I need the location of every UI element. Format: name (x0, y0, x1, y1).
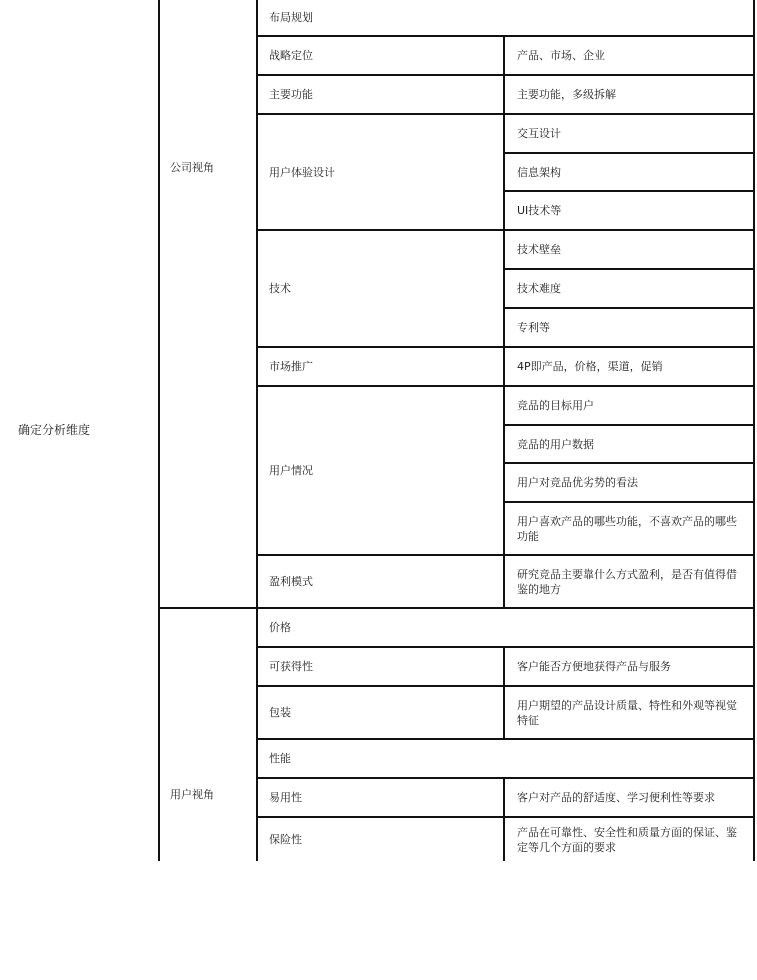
detail-cell (505, 37, 753, 74)
item-label: 用户体验设计 (269, 165, 335, 179)
detail-cell (505, 154, 753, 190)
detail-cell (505, 192, 753, 229)
detail-cell (505, 648, 753, 685)
item-cell (258, 779, 503, 816)
detail-text: 产品在可靠性、安全性和质量方面的保证、鉴定等几个方面的要求 (517, 825, 737, 854)
dimension-title-cell (0, 0, 158, 861)
item-label: 用户情况 (269, 464, 313, 477)
detail-cell (505, 76, 753, 113)
item-cell (258, 0, 753, 35)
item-cell (258, 37, 503, 74)
user-view-label: 用户视角 (170, 788, 214, 801)
detail-cell (505, 779, 753, 816)
detail-text: 主要功能，多级拆解 (517, 88, 616, 101)
item-label: 易用性 (269, 791, 302, 804)
detail-text: 交互设计 (517, 127, 561, 140)
detail-cell (505, 426, 753, 462)
user-view-cell (160, 609, 256, 980)
detail-cell (505, 348, 753, 385)
company-view-cell (160, 0, 256, 334)
item-label: 盈利模式 (269, 575, 313, 588)
company-view-label: 公司视角 (170, 160, 214, 174)
detail-text: 用户对竞品优劣势的看法 (517, 476, 638, 489)
item-cell (258, 76, 503, 113)
detail-text: 竞品的目标用户 (517, 399, 594, 412)
item-cell (258, 556, 503, 607)
detail-text: 4P即产品，价格，渠道，促销 (517, 360, 663, 373)
item-cell (258, 818, 503, 861)
item-cell (258, 687, 503, 738)
detail-cell (505, 556, 753, 607)
detail-text: 用户喜欢产品的哪些功能，不喜欢产品的哪些功能 (517, 514, 737, 543)
item-label: 可获得性 (269, 660, 313, 673)
detail-cell (505, 687, 753, 738)
item-cell (258, 648, 503, 685)
detail-text: 竞品的用户数据 (517, 437, 594, 451)
detail-cell (505, 818, 753, 861)
dimension-title: 确定分析维度 (18, 423, 91, 437)
detail-cell (505, 309, 753, 346)
detail-cell (505, 270, 753, 307)
item-cell (258, 348, 503, 385)
item-label: 战略定位 (269, 49, 313, 62)
item-label: 主要功能 (269, 88, 313, 101)
detail-text: 用户期望的产品设计质量、特性和外观等视觉特征 (517, 698, 737, 727)
item-label: 市场推广 (269, 360, 313, 373)
item-cell (258, 231, 503, 346)
item-cell (258, 609, 753, 646)
item-label: 布局规划 (269, 11, 313, 24)
detail-cell (505, 464, 753, 501)
item-label: 包装 (269, 706, 291, 719)
item-cell (258, 115, 503, 229)
detail-text: 技术难度 (517, 282, 561, 295)
detail-cell (505, 503, 753, 554)
detail-cell (505, 387, 753, 424)
item-cell (258, 387, 503, 554)
detail-text: 客户能否方便地获得产品与服务 (517, 660, 671, 673)
detail-text: 客户对产品的舒适度、学习便利性等要求 (517, 791, 715, 804)
item-label: 保险性 (269, 833, 302, 846)
item-label: 性能 (269, 752, 291, 765)
detail-text: 信息架构 (517, 165, 561, 179)
detail-cell (505, 115, 753, 152)
detail-cell (505, 231, 753, 268)
detail-text: UI技术等 (517, 204, 562, 217)
detail-text: 研究竞品主要靠什么方式盈利，是否有值得借鉴的地方 (517, 567, 737, 596)
item-label: 技术 (269, 282, 291, 295)
item-cell (258, 740, 753, 777)
detail-text: 产品、市场、企业 (517, 49, 605, 62)
column-line-4 (753, 0, 755, 861)
detail-text: 技术壁垒 (517, 243, 561, 256)
item-label: 价格 (269, 621, 291, 634)
detail-text: 专利等 (517, 321, 550, 334)
